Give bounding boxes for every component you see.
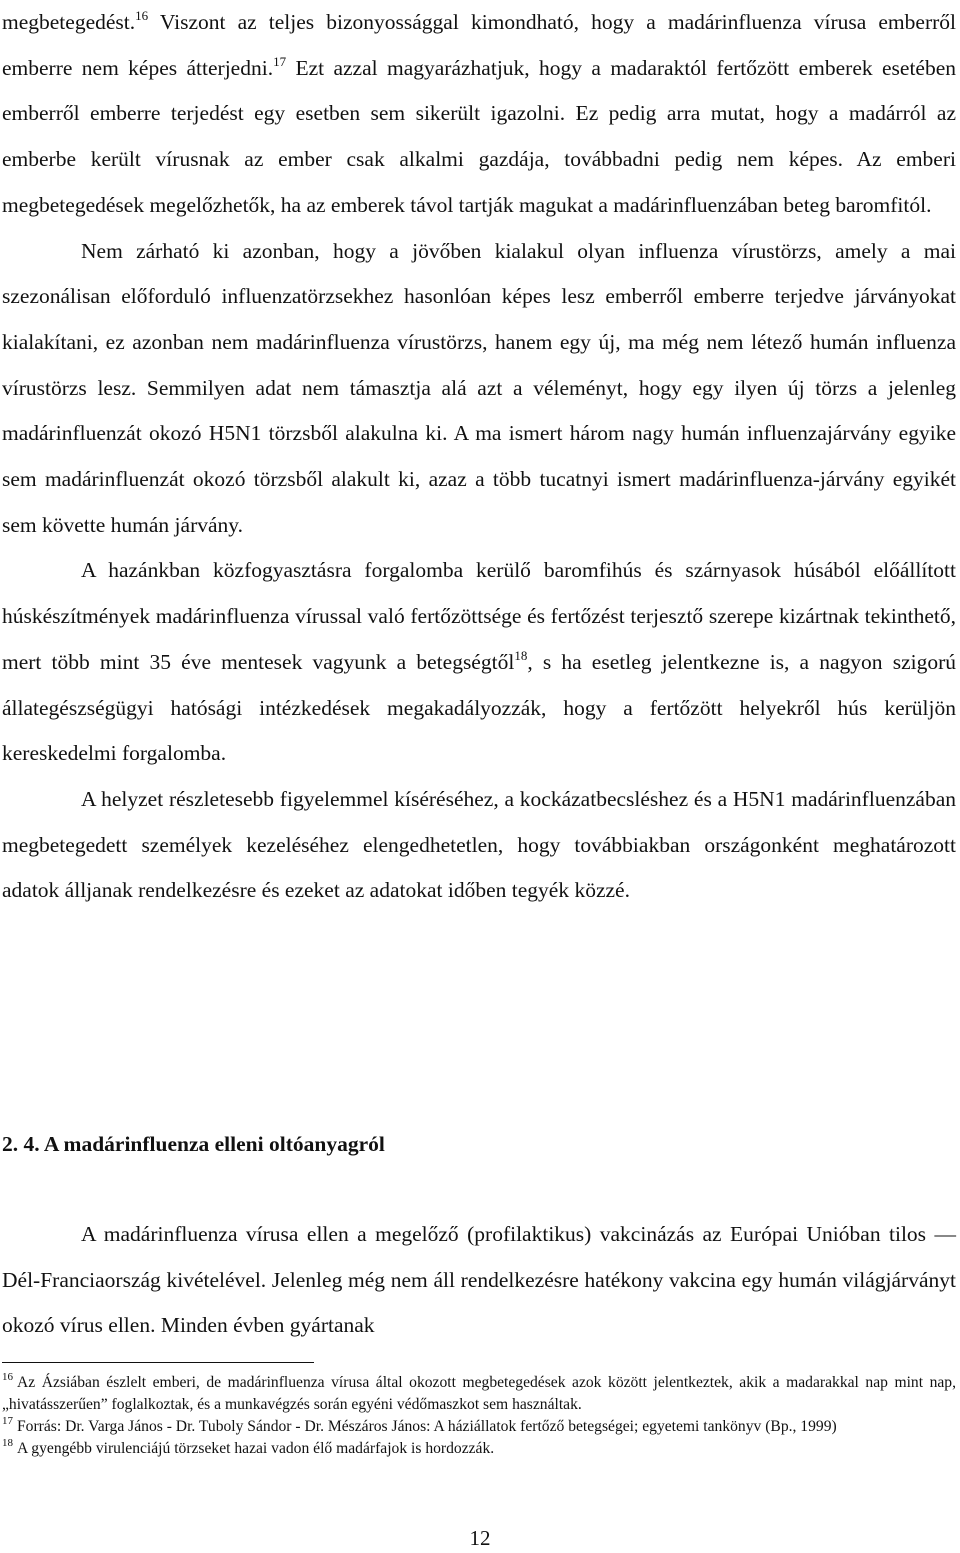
paragraph-4: A helyzet részletesebb figyelemmel kíséréséhez, a kockázatbecsléshez és a H5N1 madárinfluenzában megbetegedett személyek kezeléséhez elengedhetetlen, hogy továbbiakban országonként meghatározott adatok álljanak rendelkezésre és ezeket az adatokat időben tegyék közzé. [2,786,956,903]
body-text-section [2,1212,956,1349]
footnote-17: $^{17}$ Forrás: Dr. Varga János - Dr. Tuboly Sándor - Dr. Mészáros János: A háziállatok fertőző betegségei; egyetemi tankönyv (Bp., 1999) [2,1415,837,1435]
footnote-mark: 17 [2,1415,13,1427]
footnote-mark: 16 [2,1371,13,1383]
footnote-ref-16[interactable]: 16 [135,8,149,23]
body-text-top [2,0,956,914]
section-heading [2,1128,385,1160]
paragraph-1: megbetegedést.$^{16}$ Viszont az teljes bizonyossággal kimondható, hogy a madárinfluenza vírusa emberről emberre nem képes átterjedni.$^{17}$ Ezt azzal magyarázhatjuk, hogy a madaraktól fertőzött emberek esetében emberről emberre terjedést egy esetben sem sikerült igazolni. Ez pedig arra mutat, hogy a madárról az emberbe került vírusnak az ember csak alkalmi gazdája, továbbadni pedig nem képes. Az emberi megbetegedések megelőzhetők, ha az emberek távol tartják magukat a madárinfluenzában beteg baromfitól. [2,8,957,217]
page-number: 12 [469,1526,491,1550]
footnote-mark: 18 [2,1437,13,1449]
section-title: A madárinfluenza elleni oltóanyagról [43,1132,385,1156]
footnote-ref-18[interactable]: 18 [514,647,528,663]
footnote-separator [2,1362,314,1363]
footnote-ref-17[interactable]: 17 [273,53,287,69]
footnotes [2,1372,956,1460]
footnote-16: $^{16}$ Az Ázsiában észlelt emberi, de madárinfluenza vírusa által okozott megbetegedések azok között jelentkeztek, akik a madarakkal nap mint nap, „hivatásszerűen” foglalkoztak, és a munkavégzés során egyéni védőmaszkot sem használtak. [2,1371,956,1413]
section-paragraph: A madárinfluenza vírusa ellen a megelőző (profilaktikus) vakcinázás az Európai Unióban tilos — Dél-Franciaország kivételével. Jelenleg még nem áll rendelkezésre hatékony vakcina egy humán világjárványt okozó vírus ellen. Minden évben gyártanak [2,1222,956,1338]
section-number: 2. 4. [2,1132,40,1156]
paragraph-3: A hazánkban közfogyasztásra forgalomba kerülő baromfihús és szárnyasok húsából előállított húskészítmények madárinfluenza vírussal való fertőzöttsége és fertőzést terjesztő szerepe kizártnak tekinthető, mert több mint 35 éve mentesek vagyunk a betegségtől$^{18}$, s ha esetleg jelentkezne is, a nagyon szigorú állategészségügyi hatósági intézkedések megakadályozzák, hogy a fertőzött helyekről hús kerüljön kereskedelmi forgalomba. [2,558,956,766]
paragraph-2: Nem zárható ki azonban, hogy a jövőben kialakul olyan influenza vírustörzs, amely a mai szezonálisan előforduló influenzatörzsekhez hasonlóan képes lesz emberről emberre terjedve járványokat kialakítani, ez azonban nem madárinfluenza vírustörzs, hanem egy új, ma még nem létező humán influenza vírustörzs lesz. Semmilyen adat nem támasztja alá azt a véleményt, hogy egy ilyen új törzs a jelenleg madárinfluenzát okozó H5N1 törzsből alakulna ki. A ma ismert három nagy humán influenzajárvány egyike sem madárinfluenzát okozó törzsből alakult ki, azaz a több tucatnyi ismert madárinfluenza-járvány egyikét sem követte humán járvány. [2,238,956,537]
footnote-18: $^{18}$ A gyengébb virulenciájú törzseket hazai vadon élő madárfajok is hordozzák. [2,1437,495,1457]
